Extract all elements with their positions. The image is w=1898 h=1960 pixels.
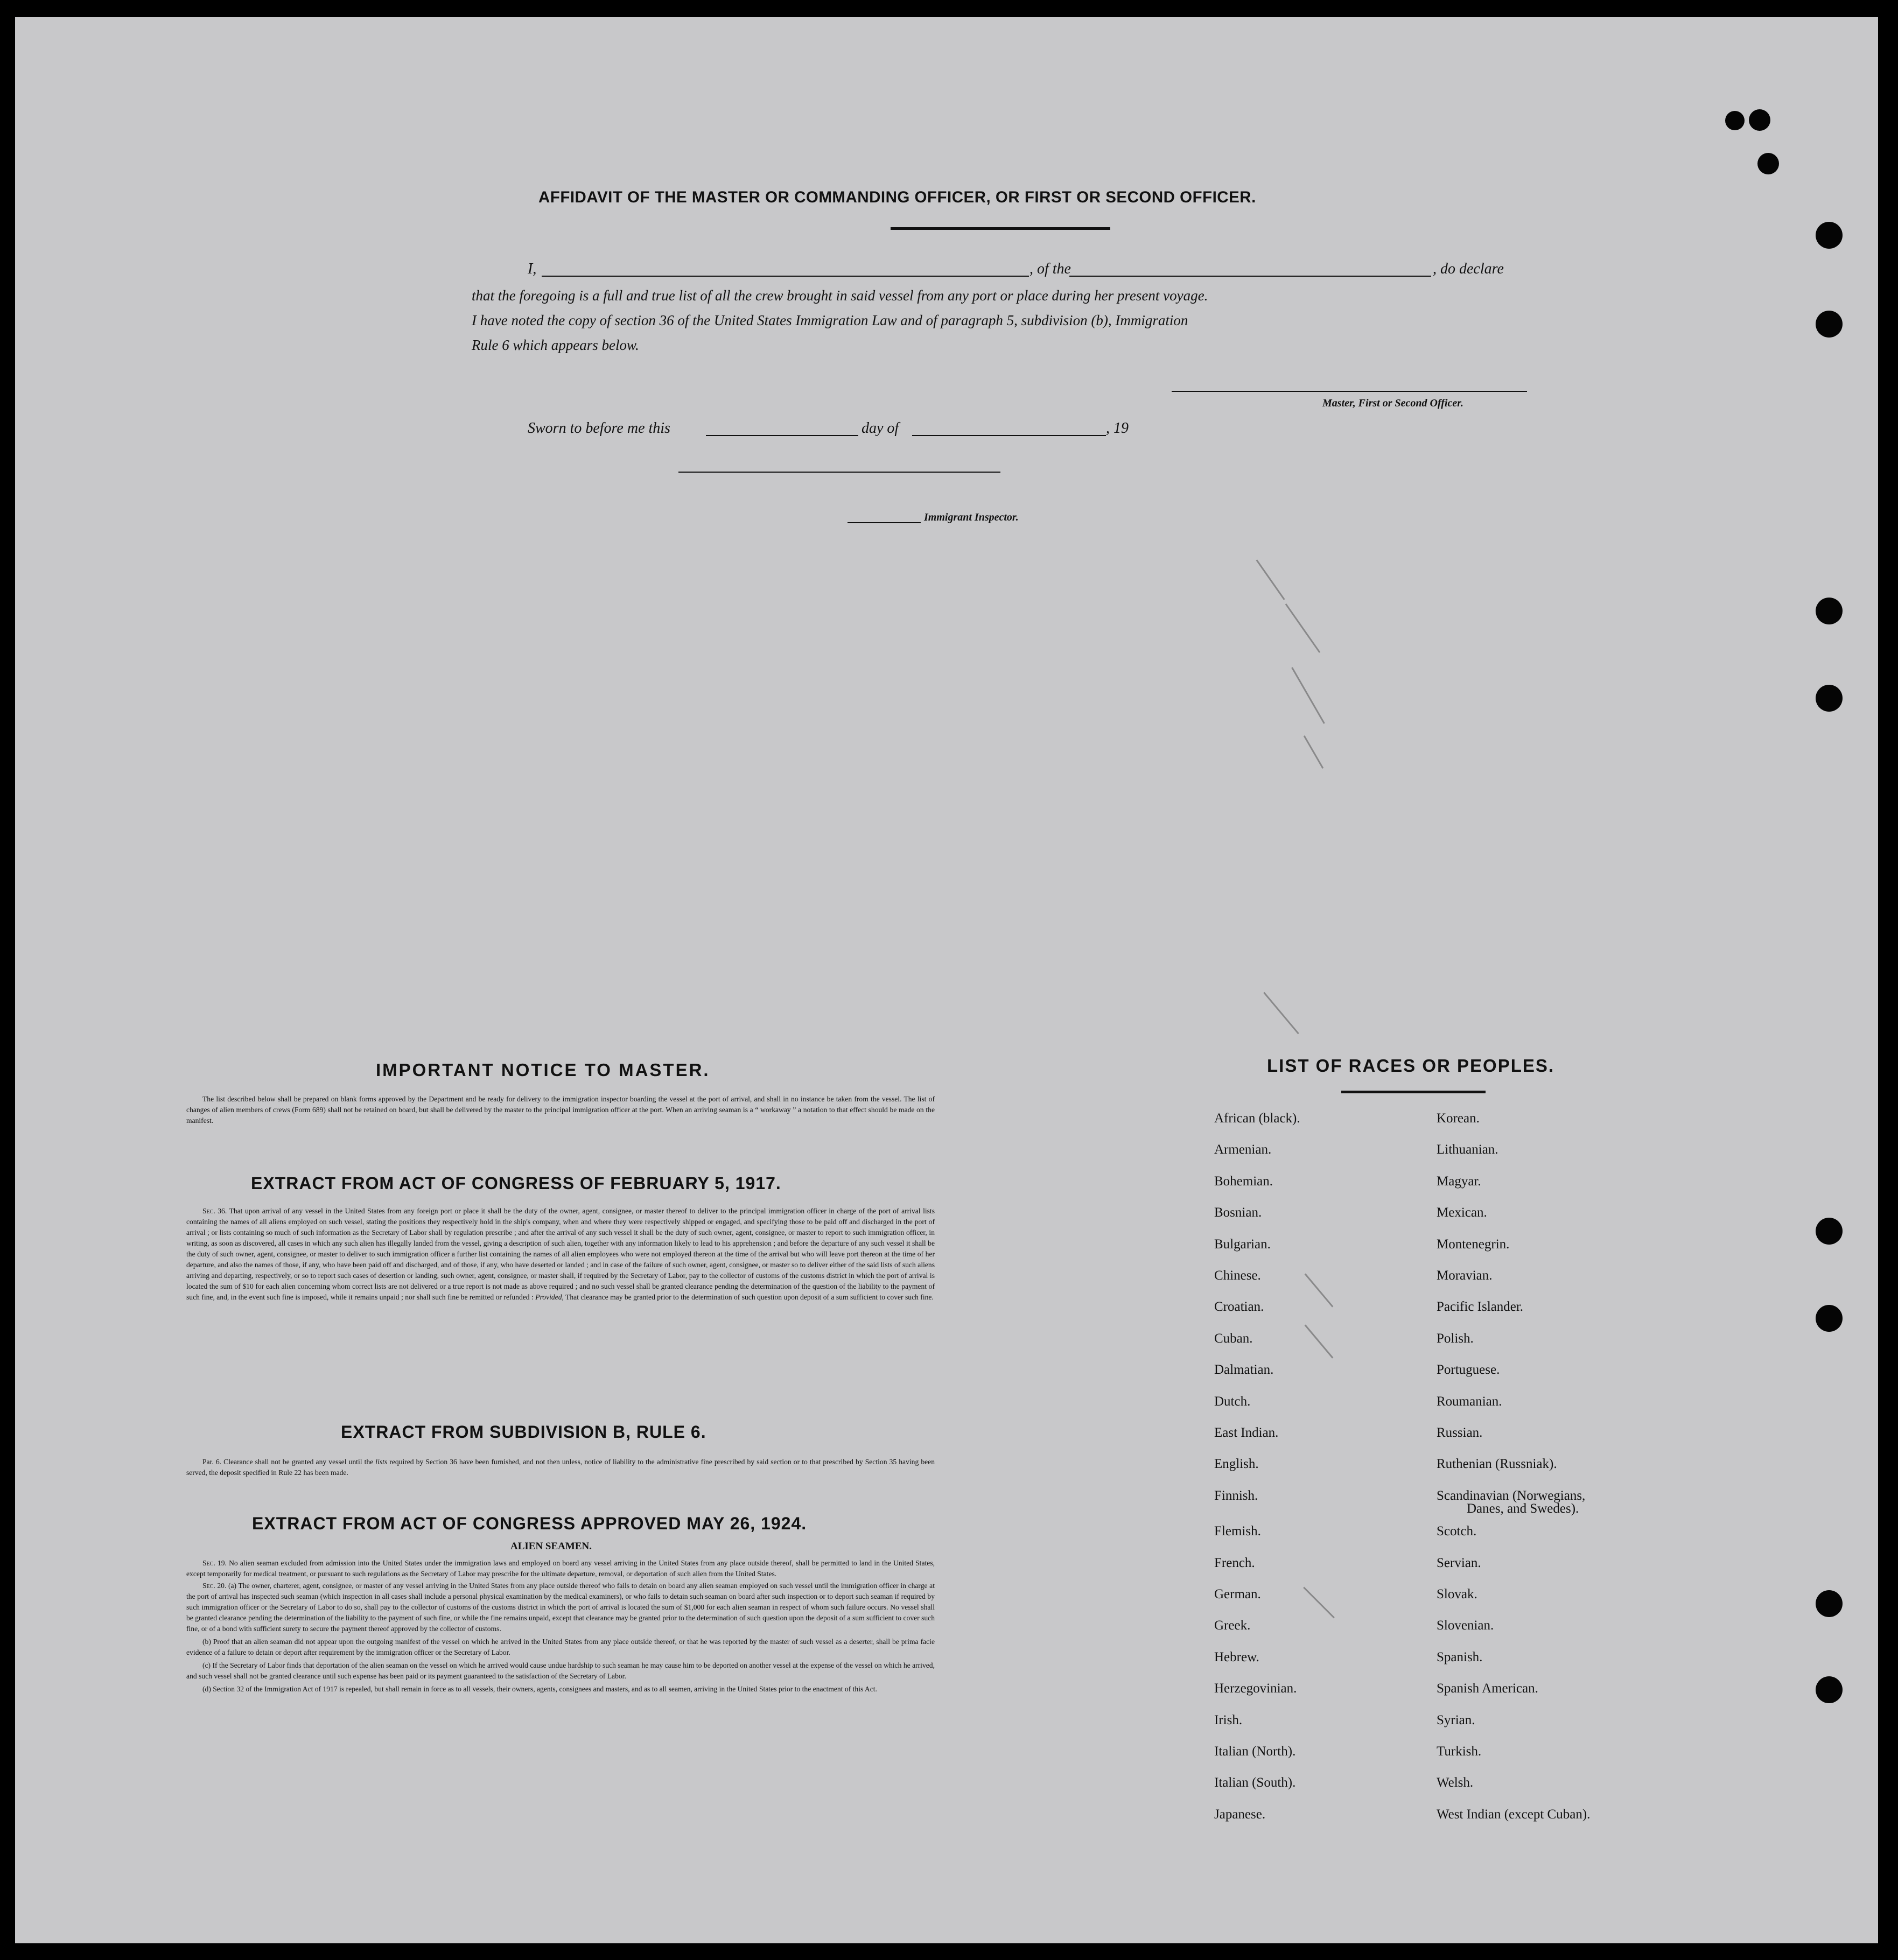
par-b-text: (b) Proof that an alien seaman did not appear upon the outgoing manifest of the vessel on which he arrived in the United States from any place outside thereof, or that he was reported by the master of such vessel as a deserter, shall be prima facie evidence of a failure to detain or deport after requirement by the immigration officer or the Secretary of Labor. bbox=[186, 1638, 935, 1656]
punch-hole bbox=[1816, 222, 1843, 249]
title-rule bbox=[891, 227, 1110, 230]
race-item: Lithuanian. bbox=[1437, 1142, 1498, 1157]
pen-mark bbox=[1291, 667, 1325, 723]
race-item: French. bbox=[1214, 1556, 1255, 1570]
race-item: Polish. bbox=[1437, 1331, 1474, 1346]
par-6-text-b: required by Section 36 have been furnished, and not then unless, notice of liability to the administrative fine prescribed by said section or to that prescribed by Section 35 having been served, the deposit specified in Rule 22 has been made. bbox=[186, 1458, 935, 1477]
race-item: Moravian. bbox=[1437, 1268, 1493, 1283]
punch-hole bbox=[1725, 111, 1745, 130]
par-c-text: (c) If the Secretary of Labor finds that deportation of the alien seaman on the vessel on which he arrived would cause undue hardship to such seaman he may cause him to be deported on another vessel at the expense of the vessel on which he arrived, and such vessel shall not be granted clearance until such expense has been paid or its payment guaranteed to the satisfaction of the Secretary of Labor. bbox=[186, 1661, 935, 1680]
race-item: German. bbox=[1214, 1587, 1261, 1601]
race-item: West Indian (except Cuban). bbox=[1437, 1807, 1591, 1822]
race-item: Bulgarian. bbox=[1214, 1237, 1271, 1252]
pen-mark bbox=[1305, 1273, 1334, 1307]
race-item: Irish. bbox=[1214, 1713, 1243, 1727]
race-item: Flemish. bbox=[1214, 1524, 1261, 1539]
sworn-month-line bbox=[912, 435, 1106, 436]
race-item: Finnish. bbox=[1214, 1488, 1258, 1503]
race-item: Montenegrin. bbox=[1437, 1237, 1510, 1252]
race-item: Scotch. bbox=[1437, 1524, 1477, 1539]
affidavit-title: AFFIDAVIT OF THE MASTER OR COMMANDING OFFICER, OR FIRST OR SECOND OFFICER. bbox=[538, 188, 1256, 206]
inspector-short-line bbox=[848, 522, 921, 523]
race-item: Slovenian. bbox=[1437, 1618, 1494, 1633]
pen-mark bbox=[1263, 992, 1299, 1035]
affidavit-text-line2: that the foregoing is a full and true list of all the crew brought in said vessel from any port or place during her present voyage. bbox=[472, 287, 1208, 304]
do-declare-label: , do declare bbox=[1433, 261, 1504, 277]
race-item: Turkish. bbox=[1437, 1744, 1482, 1759]
race-item: English. bbox=[1214, 1457, 1259, 1471]
race-item: Cuban. bbox=[1214, 1331, 1253, 1346]
punch-hole bbox=[1816, 1590, 1843, 1617]
alien-seamen-subtitle: ALIEN SEAMEN. bbox=[510, 1541, 592, 1552]
pen-mark bbox=[1305, 1324, 1334, 1358]
affidavit-text-line4: Rule 6 which appears below. bbox=[472, 337, 639, 353]
punch-hole bbox=[1749, 109, 1770, 131]
race-item: Japanese. bbox=[1214, 1807, 1266, 1822]
race-item: Slovak. bbox=[1437, 1587, 1477, 1601]
race-item: Dutch. bbox=[1214, 1394, 1251, 1409]
race-item: Korean. bbox=[1437, 1111, 1480, 1126]
race-item: Roumanian. bbox=[1437, 1394, 1502, 1409]
race-item: Spanish. bbox=[1437, 1650, 1483, 1664]
races-title-rule bbox=[1341, 1091, 1486, 1093]
race-item: Spanish American. bbox=[1437, 1681, 1538, 1696]
par-d-text: (d) Section 32 of the Immigration Act of 1917 is repealed, but shall remain in force as to all vessels, their owners, agents, consignees and masters, and as to all seamen, arriving in the United States prior to the enactment of this Act. bbox=[202, 1685, 877, 1693]
notice-title: IMPORTANT NOTICE TO MASTER. bbox=[376, 1060, 710, 1080]
of-the-label: , of the bbox=[1029, 261, 1071, 277]
sworn-label: Sworn to before me this bbox=[528, 420, 670, 437]
race-item: Mexican. bbox=[1437, 1205, 1487, 1220]
rule6-title: EXTRACT FROM SUBDIVISION B, RULE 6. bbox=[341, 1422, 706, 1442]
punch-hole bbox=[1757, 153, 1779, 174]
declarant-name-line bbox=[542, 276, 1029, 277]
rule6-body bbox=[186, 1457, 935, 1478]
race-item: Italian (North). bbox=[1214, 1744, 1296, 1759]
race-item: East Indian. bbox=[1214, 1425, 1279, 1440]
par-6-text-a: Clearance shall not be granted any vessel until the bbox=[223, 1458, 374, 1466]
notice-body: The list described below shall be prepared on blank forms approved by the Department and be ready for delivery to the immigration inspector boarding the vessel at the port of arrival, and shall in no instance be taken from the vessel. The list of changes of alien members of crews (Form 689) shall not be retained on board, but shall be delivered by the master to the principal immigration officer at the port. When an arriving seaman is a “ workaway ” a notation to that effect should be made on the manifest. bbox=[186, 1095, 935, 1125]
year-label: , 19 bbox=[1106, 420, 1129, 437]
day-of-label: day of bbox=[862, 420, 899, 437]
race-item: Dalmatian. bbox=[1214, 1362, 1274, 1377]
inspector-signature-line bbox=[678, 472, 1000, 473]
inspector-caption: Immigrant Inspector. bbox=[924, 511, 1019, 523]
sec-19-text: No alien seaman excluded from admission into the United States under the immigration laws and employed on board any vessel arriving in the United States from any place outside thereof, shall be permitted to land in the United States, except temporarily for medical treatment, or pursuant to such regulations as the Secretary of Labor may prescribe for the ultimate departure, removal, or deportation of such alien from the United States. bbox=[186, 1559, 935, 1578]
form-page bbox=[15, 17, 1878, 1943]
sec-20-label: Sec. 20. bbox=[202, 1582, 227, 1590]
signature-caption: Master, First or Second Officer. bbox=[1322, 397, 1463, 409]
punch-hole bbox=[1816, 311, 1843, 338]
pen-mark bbox=[1285, 603, 1321, 653]
pen-mark bbox=[1256, 559, 1285, 600]
race-item: Pacific Islander. bbox=[1437, 1299, 1524, 1314]
race-item: Portuguese. bbox=[1437, 1362, 1500, 1377]
race-item: Croatian. bbox=[1214, 1299, 1264, 1314]
par-6-label: Par. 6. bbox=[202, 1458, 222, 1466]
sec-20-text: (a) The owner, charterer, agent, consignee, or master of any vessel arriving in the United States from any place outside thereof who fails to detain on board any alien seaman employed on such vessel until the immigration officer in charge at the port of arrival has inspected such seaman (which inspection in all cases shall include a personal physical examination by the medical examiners), or who fails to detain such seaman on board after such inspection or to deport such seaman if required by such immigration officer or the Secretary of Labor to do so, shall pay to the collector of customs of the customs district in which the port of arrival is located the sum of $1,000 for each alien seaman in respect of whom such failure occurs. No vessel shall be granted clearance pending the determination of the liability to the payment of such fine, or while the fine remains unpaid, except that clearance may be granted prior to the determination of such question upon the deposit of a sum sufficient to cover such fine, or of a bond with sufficient surety to secure the payment thereof approved by the collector of customs. bbox=[186, 1582, 935, 1633]
extract-1924-body bbox=[186, 1558, 935, 1695]
punch-hole bbox=[1816, 1676, 1843, 1703]
race-item: Italian (South). bbox=[1214, 1775, 1296, 1790]
proviso-label: Provided, bbox=[535, 1293, 564, 1301]
signature-line bbox=[1172, 391, 1527, 392]
extract-1917-title: EXTRACT FROM ACT OF CONGRESS OF FEBRUARY 5, 1917. bbox=[251, 1174, 781, 1193]
race-item: Greek. bbox=[1214, 1618, 1251, 1633]
sec-36-label: Sec. 36. bbox=[202, 1207, 227, 1215]
race-item: Russian. bbox=[1437, 1425, 1483, 1440]
race-item: Bosnian. bbox=[1214, 1205, 1262, 1220]
sec-19-label: Sec. 19. bbox=[202, 1559, 227, 1567]
punch-hole bbox=[1816, 685, 1843, 712]
punch-hole bbox=[1816, 1305, 1843, 1332]
par-6-lists: lists bbox=[375, 1458, 388, 1466]
race-item: Chinese. bbox=[1214, 1268, 1261, 1283]
race-item: Herzegovinian. bbox=[1214, 1681, 1297, 1696]
race-item: Scandinavian (Norwegians, bbox=[1437, 1488, 1586, 1503]
race-item: Hebrew. bbox=[1214, 1650, 1259, 1664]
race-item: Magyar. bbox=[1437, 1174, 1481, 1189]
race-item: Bohemian. bbox=[1214, 1174, 1273, 1189]
pen-mark bbox=[1303, 1587, 1335, 1619]
race-item: African (black). bbox=[1214, 1111, 1300, 1126]
race-item: Servian. bbox=[1437, 1556, 1481, 1570]
races-title: LIST OF RACES OR PEOPLES. bbox=[1267, 1056, 1555, 1076]
sworn-day-line bbox=[706, 435, 858, 436]
extract-1924-title: EXTRACT FROM ACT OF CONGRESS APPROVED MAY 26, 1924. bbox=[252, 1514, 807, 1533]
race-item: Welsh. bbox=[1437, 1775, 1474, 1790]
vessel-name-line bbox=[1069, 276, 1431, 277]
punch-hole bbox=[1816, 1218, 1843, 1245]
race-item: Syrian. bbox=[1437, 1713, 1475, 1727]
race-item: Ruthenian (Russniak). bbox=[1437, 1457, 1557, 1471]
pen-mark bbox=[1304, 735, 1324, 769]
punch-hole bbox=[1816, 598, 1843, 624]
sec-36-text: That upon arrival of any vessel in the United States from any foreign port or place it shall be the duty of the owner, agent, consignee, or master thereof to deliver to the principal immigration officer in charge of the port of arrival lists containing the names of all aliens employed on such vessel, stating the positions they respectively hold in the ship's company, when and where they were respectively shipped or engaged, and specifying those to be paid off and discharged in the port of arrival ; or lists containing so much of such information as the Secretary of Labor shall by regulation prescribe ; and after the arrival of any such vessel it shall be the duty of such owner, agent, consignee, or master to report to such immigration officer, in writing, as soon as discovered, all cases in which any such alien has illegally landed from the vessel, giving a description of such alien, together with any information likely to lead to his apprehension ; and before the departure of any such vessel it shall be the duty of such owner, agent, consignee, or master to deliver to such immigration officer a further list containing the names of all alien employees who were not employed thereon at the time of the arrival but who will leave port thereon at the time of her departure, and also the names of those, if any, who have been paid off and discharged, and of those, if any, who have deserted or landed ; and in case of the failure of such owner, agent, consignee, or master so to deliver either of the said lists of such aliens arriving and departing, respectively, or so to report such cases of desertion or landing, such owner, agent, consignee, or master shall, if required by the Secretary of Labor, pay to the collector of customs of the customs district in which the port of arrival is located the sum of $10 for each alien concerning whom correct lists are not delivered or a true report is not made as above required ; and no such vessel shall be granted clearance pending the determination of the question of the liability to the payment of such fine, and, in the event such fine is imposed, while it remains unpaid ; nor shall such fine be remitted or refunded : bbox=[186, 1207, 935, 1301]
race-right-continuation: Danes, and Swedes). bbox=[1467, 1501, 1579, 1516]
extract-1917-body bbox=[186, 1206, 935, 1303]
proviso-text: That clearance may be granted prior to the determination of such question upon deposit of a sum sufficient to cover such fine. bbox=[565, 1293, 934, 1301]
affidavit-text-line3: I have noted the copy of section 36 of the United States Immigration Law and of paragraph 5, subdivision (b), Immigration bbox=[472, 312, 1188, 328]
declarant-prefix: I, bbox=[528, 261, 537, 277]
race-item: Armenian. bbox=[1214, 1142, 1272, 1157]
